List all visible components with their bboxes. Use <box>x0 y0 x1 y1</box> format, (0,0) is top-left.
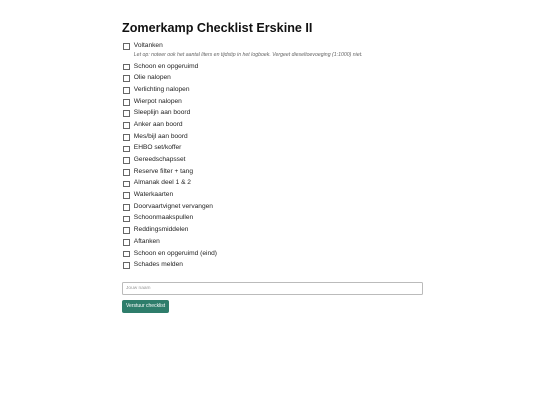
checkbox[interactable] <box>123 64 130 71</box>
checklist-item-label: Schoon en opgeruimd (eind) <box>133 249 218 257</box>
checklist-item-content <box>134 143 182 153</box>
checklist-item-label: Sleeplijn aan boord <box>133 109 191 117</box>
checklist-item-label: Almanak deel 1 & 2 <box>133 179 191 187</box>
checkbox[interactable] <box>123 181 130 188</box>
checklist-item[interactable] <box>123 73 443 85</box>
checkbox[interactable] <box>123 99 130 106</box>
checklist-item-content <box>134 41 363 59</box>
checklist-item-label: Schoonmaakspullen <box>133 214 194 222</box>
checklist-item-label: Olie nalopen <box>133 74 171 82</box>
checklist-item-label: Aftanken <box>133 237 160 245</box>
checkbox[interactable] <box>123 122 130 129</box>
checklist-item[interactable] <box>123 62 443 74</box>
checklist-item[interactable] <box>123 213 443 225</box>
checklist-item-label: EHBO set/koffer <box>133 144 182 152</box>
checkbox[interactable] <box>123 251 130 258</box>
checklist-item-content <box>134 202 213 212</box>
checkbox[interactable] <box>123 239 130 246</box>
checklist-item-label: Doorvaartvignet vervangen <box>133 202 213 210</box>
checkbox[interactable] <box>123 216 130 223</box>
checklist-item-label: Wierpot nalopen <box>133 97 182 105</box>
checklist-item-label: Voltanken <box>133 42 163 49</box>
checklist-item-label: Schoon en opgeruimd <box>133 62 199 70</box>
checklist-item-content <box>134 97 182 107</box>
checklist-item-content <box>134 85 190 95</box>
name-input[interactable] <box>122 282 423 295</box>
checkbox[interactable] <box>123 227 130 234</box>
checkbox[interactable] <box>123 192 130 199</box>
checklist-item-label: Anker aan boord <box>133 120 183 128</box>
checklist-item-content <box>134 225 189 235</box>
checklist-item[interactable] <box>123 190 443 202</box>
checklist-item-content <box>134 73 171 83</box>
checklist-item-label: Verlichting nalopen <box>133 85 190 93</box>
checklist-item[interactable] <box>123 132 443 144</box>
checklist-item[interactable] <box>123 178 443 190</box>
checkbox[interactable] <box>123 134 130 141</box>
checklist-item[interactable] <box>123 108 443 120</box>
checkbox[interactable] <box>123 146 130 153</box>
checklist-item-content <box>134 213 193 223</box>
checklist-item-content <box>134 260 183 270</box>
checklist-item[interactable] <box>123 97 443 109</box>
checklist-item-label: Waterkaarten <box>133 191 174 199</box>
checklist-item[interactable] <box>123 85 443 97</box>
checklist-item[interactable] <box>123 167 443 179</box>
checklist-item[interactable] <box>123 225 443 237</box>
checkbox[interactable] <box>123 262 130 269</box>
checklist-item-content <box>134 190 173 200</box>
checklist-item[interactable] <box>123 202 443 214</box>
checklist-item-label: Gereedschapsset <box>133 156 186 163</box>
checklist-item[interactable] <box>123 237 443 249</box>
checklist-item-content <box>134 132 188 142</box>
checklist-item-label: Reddingsmiddelen <box>133 226 189 234</box>
checkbox[interactable] <box>123 157 130 164</box>
checkbox[interactable] <box>123 43 130 50</box>
checklist-item[interactable] <box>123 143 443 155</box>
checklist-item-label: Mes/bijl aan boord <box>133 132 188 140</box>
checkbox[interactable] <box>123 110 130 117</box>
checklist-item[interactable] <box>123 120 443 132</box>
checklist-item-label: Schades melden <box>133 261 183 269</box>
checkbox[interactable] <box>123 75 130 82</box>
checklist-item-note: Let op: noteer ook het aantal liters en tijdstip in het logboek. Vergeet dieseltoevoeging (1:1000) niet. <box>133 51 363 58</box>
checklist-item-content <box>134 167 193 177</box>
checkbox[interactable] <box>123 204 130 211</box>
checklist-item-content <box>134 155 186 165</box>
checkbox[interactable] <box>123 169 130 176</box>
checklist-item-content <box>134 249 217 259</box>
checkbox[interactable] <box>123 87 130 94</box>
submit-checklist-button[interactable]: Verstuur checklist <box>122 300 169 313</box>
checklist-item-label: Reserve filter + tang <box>133 167 193 175</box>
checklist-item-content <box>134 108 190 118</box>
checklist-item-content <box>134 237 160 247</box>
checklist-item-content <box>134 120 183 130</box>
page-title: Zomerkamp Checklist Erskine II <box>122 21 313 35</box>
checklist-item[interactable] <box>123 155 443 167</box>
checklist-item[interactable] <box>123 41 443 62</box>
checklist <box>123 41 443 272</box>
checklist-item-content <box>134 178 191 188</box>
checklist-item[interactable] <box>123 249 443 261</box>
checklist-item[interactable] <box>123 260 443 272</box>
checklist-item-content <box>134 62 199 72</box>
